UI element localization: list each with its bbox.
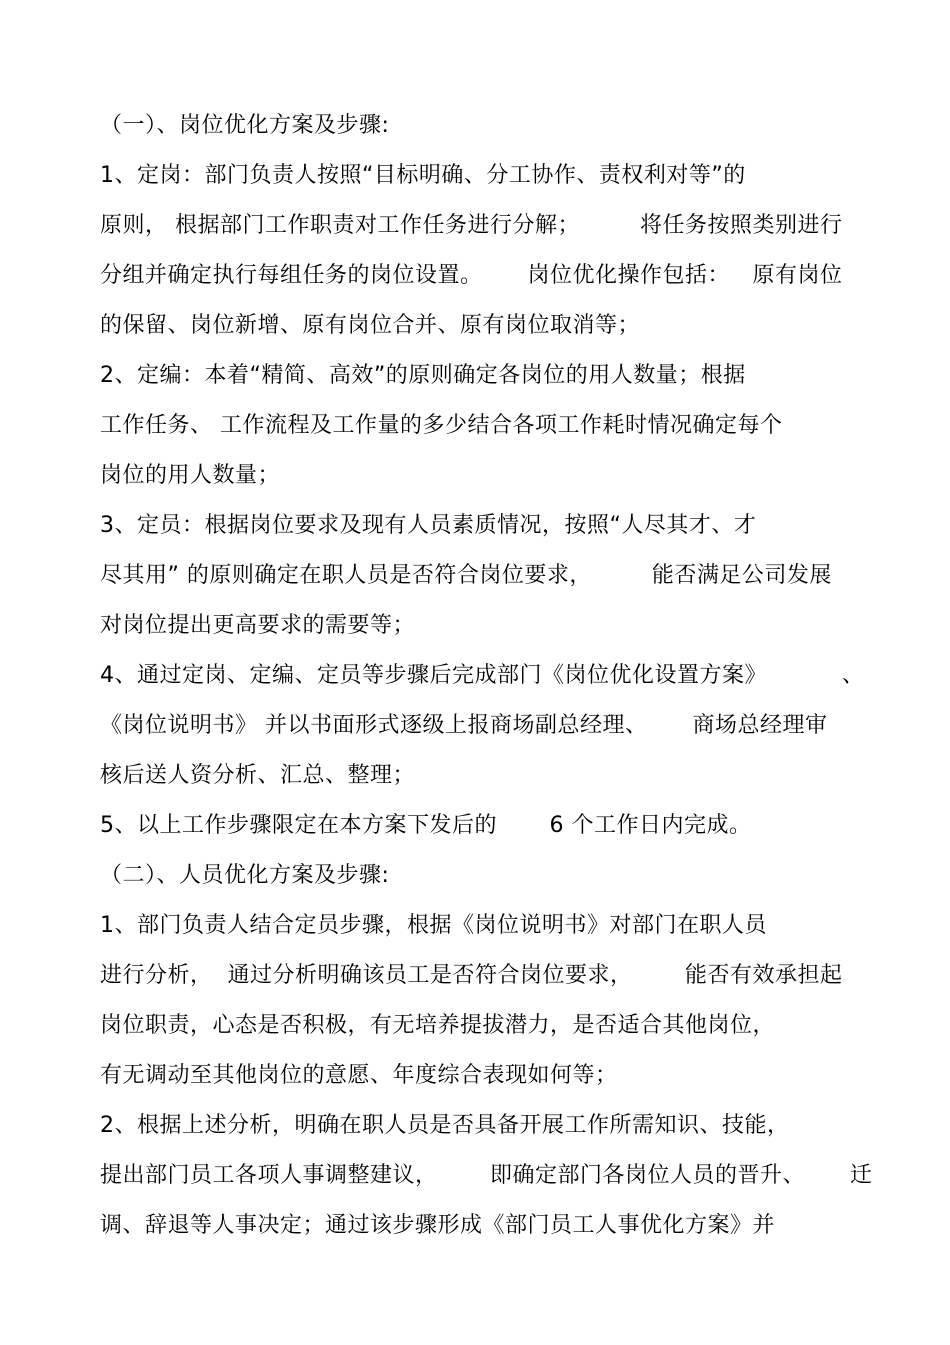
text-line: 工作任务、 工作流程及工作量的多少结合各项工作耗时情况确定每个 — [100, 413, 783, 438]
text-line: 岗位职责，心态是否积极，有无培养提拔潜力，是否适合其他岗位， — [100, 1013, 776, 1038]
text-line: 3、定员：根据岗位要求及现有人员素质情况，按照“人尽其才、才 — [100, 513, 757, 538]
text-line: 1、定岗：部门负责人按照“目标明确、分工协作、责权利对等”的 — [100, 163, 746, 188]
text-line: 《岗位说明书》 并以书面形式逐级上报商场副总经理、 商场总经理审 — [100, 713, 828, 738]
text-line: 对岗位提出更高要求的需要等； — [100, 613, 416, 638]
section-heading-2: （二）、人员优化方案及步骤: — [100, 863, 390, 888]
section-heading-1: （一）、岗位优化方案及步骤: — [100, 113, 390, 138]
text-line: 调、辞退等人事决定；通过该步骤形成《部门员工人事优化方案》并 — [100, 1213, 776, 1238]
text-line: 的保留、岗位新增、原有岗位合并、原有岗位取消等； — [100, 313, 641, 338]
text-line: 2、根据上述分析，明确在职人员是否具备开展工作所需知识、技能， — [100, 1113, 790, 1138]
text-line: 尽其用” 的原则确定在职人员是否符合岗位要求， 能否满足公司发展 — [100, 563, 832, 588]
text-line: 有无调动至其他岗位的意愿、年度综合表现如何等； — [100, 1063, 618, 1088]
text-line: 5、以上工作步骤限定在本方案下发后的 6 个工作日内完成。 — [100, 813, 752, 838]
text-line: 核后送人资分析、汇总、整理； — [100, 763, 416, 788]
text-line: 原则， 根据部门工作职责对工作任务进行分解； 将任务按照类别进行 — [100, 213, 843, 238]
text-line: 1、部门负责人结合定员步骤，根据《岗位说明书》对部门在职人员 — [100, 913, 767, 938]
text-line: 2、定编：本着“精简、高效”的原则确定各岗位的用人数量；根据 — [100, 363, 746, 388]
text-line: 4、通过定岗、定编、定员等步骤后完成部门《岗位优化设置方案》 、 — [100, 663, 865, 688]
text-line: 进行分析， 通过分析明确该员工是否符合岗位要求， 能否有效承担起 — [100, 963, 843, 988]
text-line: 岗位的用人数量； — [100, 463, 281, 488]
text-line: 提出部门员工各项人事调整建议， 即确定部门各岗位人员的晋升、 迁 — [100, 1163, 873, 1188]
text-line: 分组并确定执行每组任务的岗位设置。 岗位优化操作包括： 原有岗位 — [100, 263, 843, 288]
